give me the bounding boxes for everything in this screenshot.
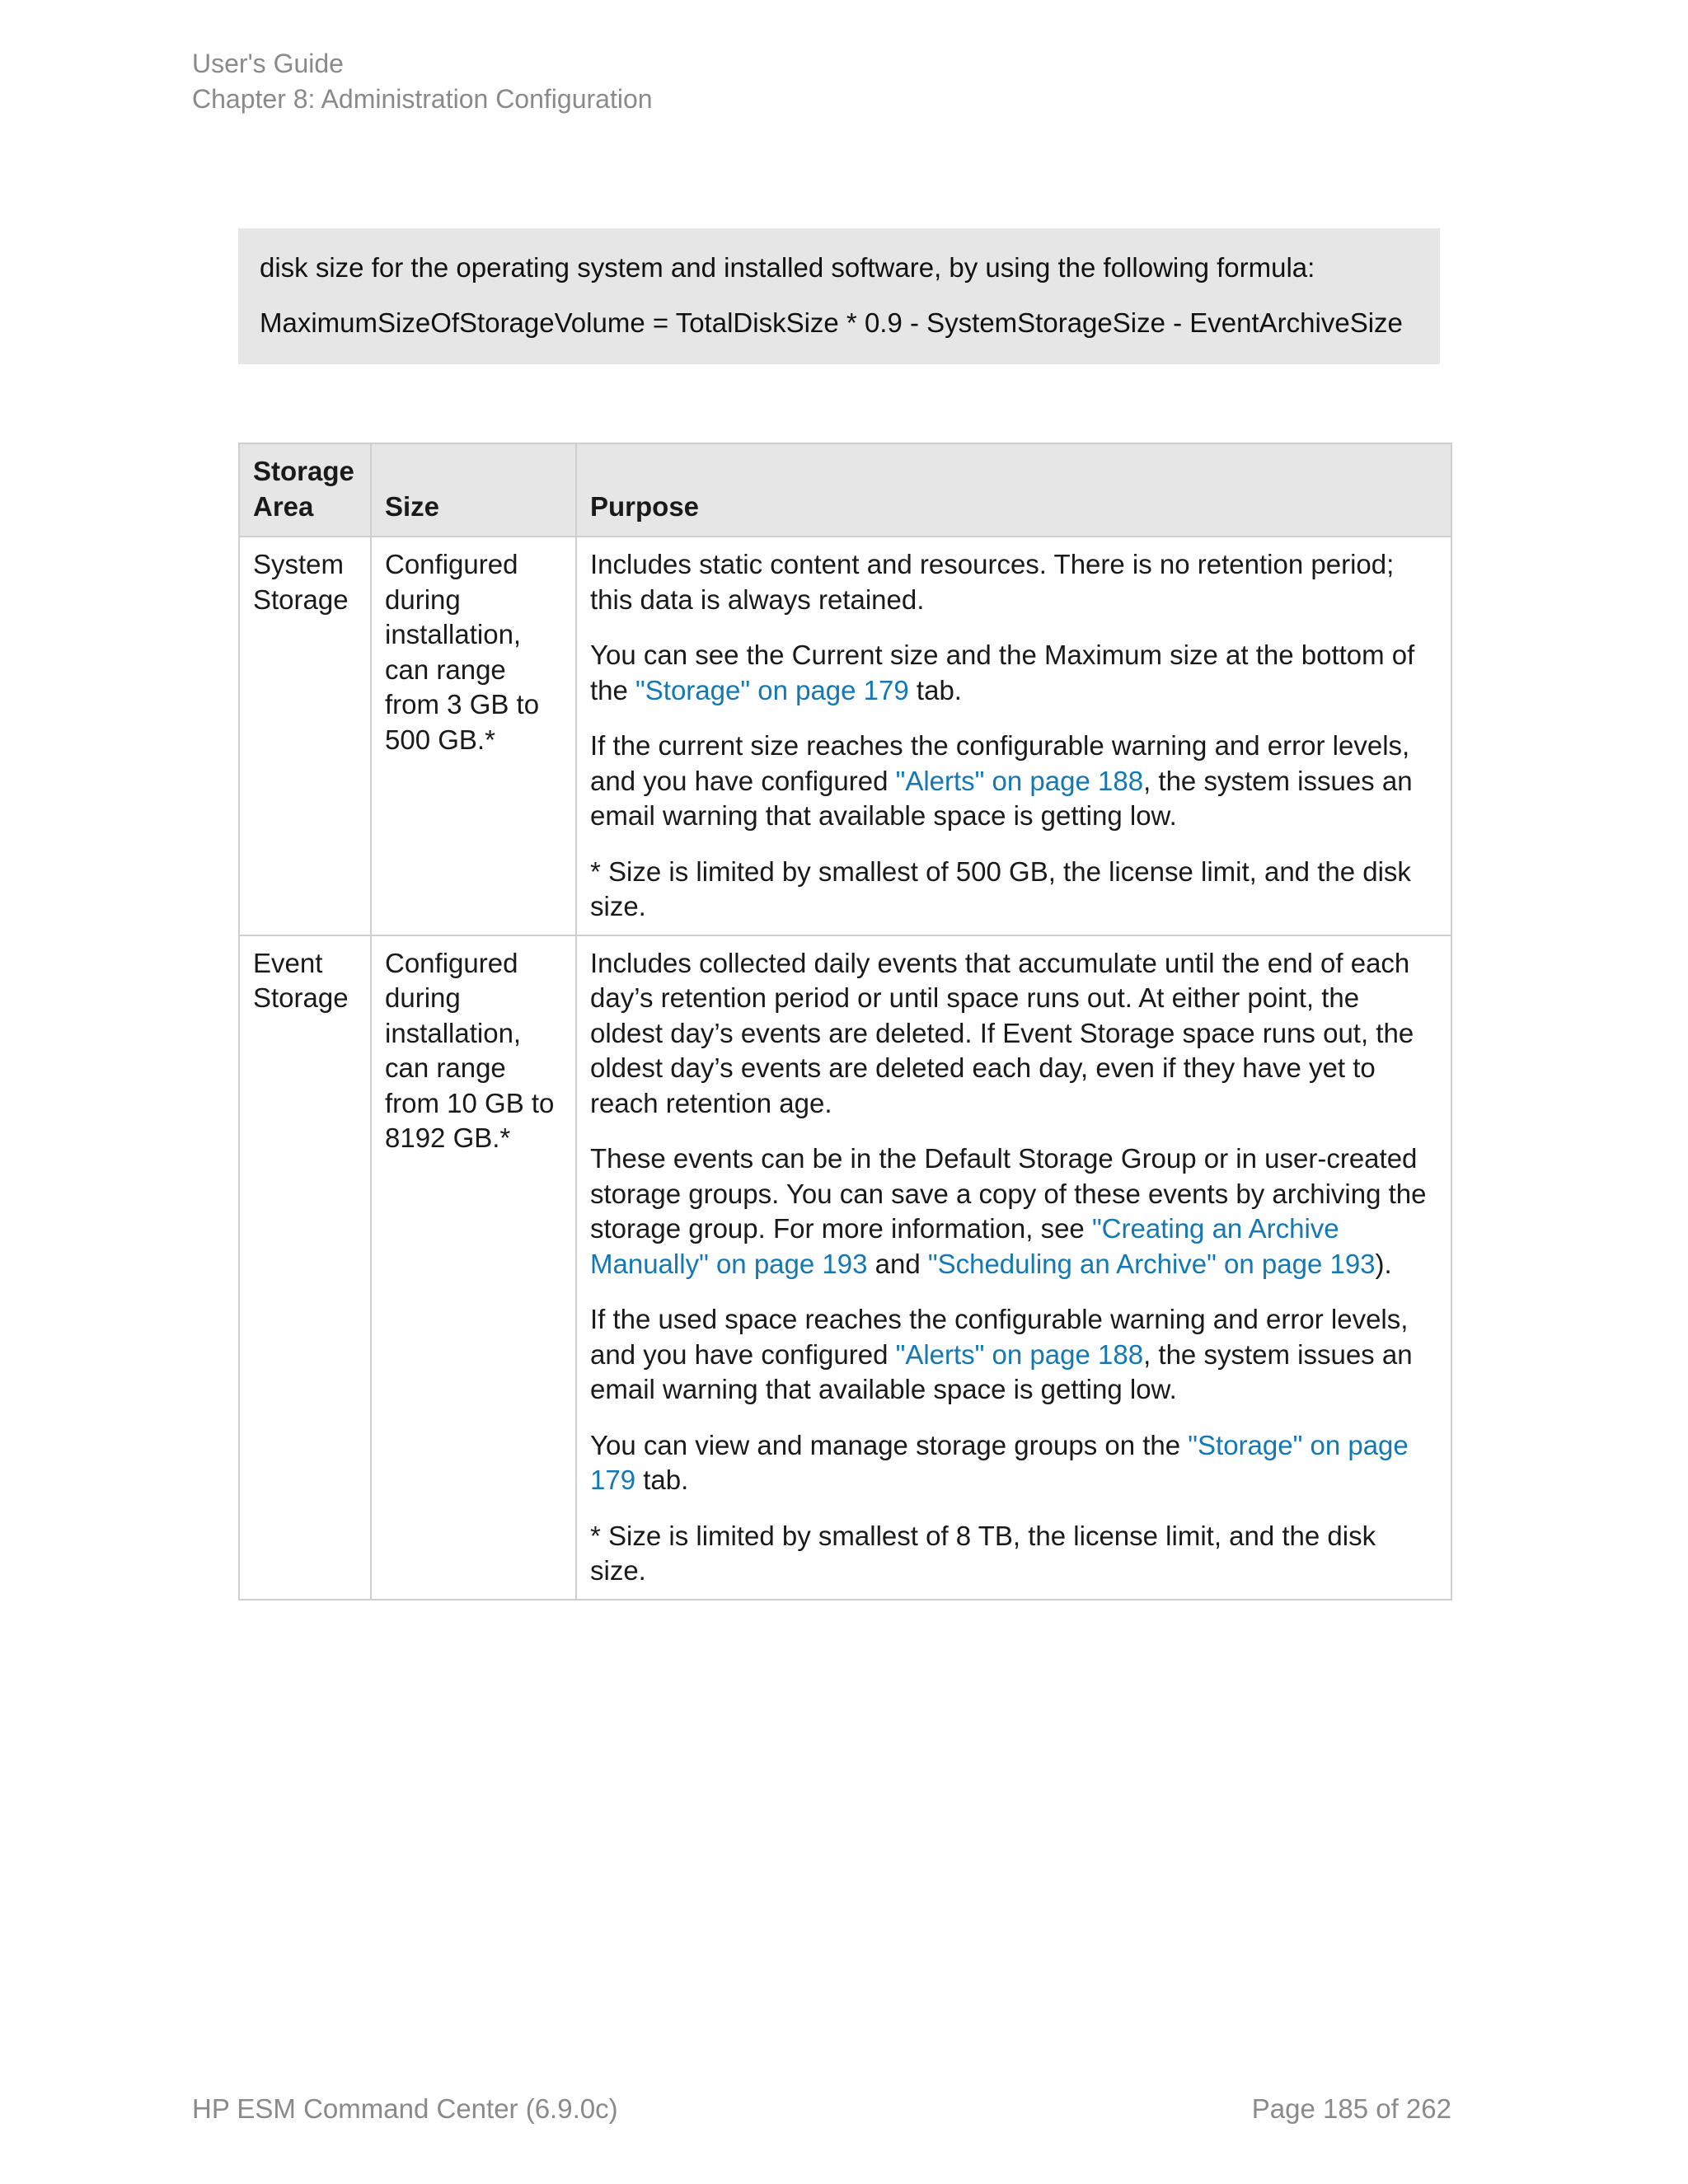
purpose-paragraph: You can view and manage storage groups on the "Storage" on page 179 tab. <box>590 1429 1409 1495</box>
table-header-row <box>239 443 1451 537</box>
cell-purpose <box>576 537 1451 935</box>
cell-size: Configured during installation, can range from 3 GB to 500 GB.* <box>371 537 576 935</box>
purpose-footnote: * Size is limited by smallest of 8 TB, the license limit, and the disk size. <box>590 1520 1376 1586</box>
purpose-paragraph: Includes collected daily events that accumulate until the end of each day’s retention period or until space runs out. At either point, the oldest day’s events are deleted. If Event Storage space runs out, the oldest day’s events are deleted each day, even if they have yet to reach retention age. <box>590 947 1414 1118</box>
note-text: disk size for the operating system and installed software, by using the following formula: <box>260 252 1315 283</box>
table-row-event-storage <box>239 935 1451 1600</box>
footer-product: HP ESM Command Center (6.9.0c) <box>192 2093 618 2124</box>
note-formula: MaximumSizeOfStorageVolume = TotalDiskSize * 0.9 - SystemStorageSize - EventArchiveSize <box>260 307 1403 338</box>
chapter-title: Chapter 8: Administration Configuration <box>192 84 653 114</box>
table-row-system-storage <box>239 537 1451 935</box>
purpose-footnote: * Size is limited by smallest of 500 GB, the license limit, and the disk size. <box>590 855 1411 921</box>
alerts-page-link[interactable]: "Alerts" on page 188 <box>895 765 1144 796</box>
purpose-paragraph: You can see the Current size and the Maximum size at the bottom of the "Storage" on page 179 tab. <box>590 640 1415 705</box>
storage-page-link[interactable]: "Storage" on page 179 <box>635 674 909 705</box>
purpose-paragraph: These events can be in the Default Storage Group or in user-created storage groups. You can save a copy of these events by archiving the storage group. For more information, see "Creating an Archive Manually" on page 193 and "Scheduling an Archive" on page 193). <box>590 1143 1427 1279</box>
cell-area: Event Storage <box>239 935 371 1600</box>
note-box <box>238 228 1440 364</box>
cell-size: Configured during installation, can range from 10 GB to 8192 GB.* <box>371 935 576 1600</box>
header-storage-area: Storage Area <box>239 443 371 537</box>
scheduling-archive-link[interactable]: "Scheduling an Archive" on page 193 <box>927 1248 1376 1279</box>
storage-areas-table <box>238 443 1452 1601</box>
cell-area: System Storage <box>239 537 371 935</box>
alerts-page-link[interactable]: "Alerts" on page 188 <box>895 1338 1144 1370</box>
guide-title: User's Guide <box>192 49 344 78</box>
purpose-paragraph: If the used space reaches the configurable warning and error levels, and you have configured "Alerts" on page 188, the system issues an email warning that available space is getting low. <box>590 1304 1413 1404</box>
footer-page-number: Page 185 of 262 <box>1251 2093 1451 2124</box>
purpose-paragraph: Includes static content and resources. There is no retention period; this data is always retained. <box>590 549 1395 615</box>
cell-purpose <box>576 935 1451 1600</box>
purpose-paragraph: If the current size reaches the configurable warning and error levels, and you have configured "Alerts" on page 188, the system issues an email warning that available space is getting low. <box>590 730 1413 831</box>
header-size: Size <box>371 443 576 537</box>
header-purpose: Purpose <box>576 443 1451 537</box>
storage-page-link[interactable]: "Storage" on page 179 <box>590 1429 1409 1495</box>
running-header <box>192 46 653 117</box>
creating-archive-link[interactable]: "Creating an Archive Manually" on page 193 <box>590 1213 1339 1279</box>
